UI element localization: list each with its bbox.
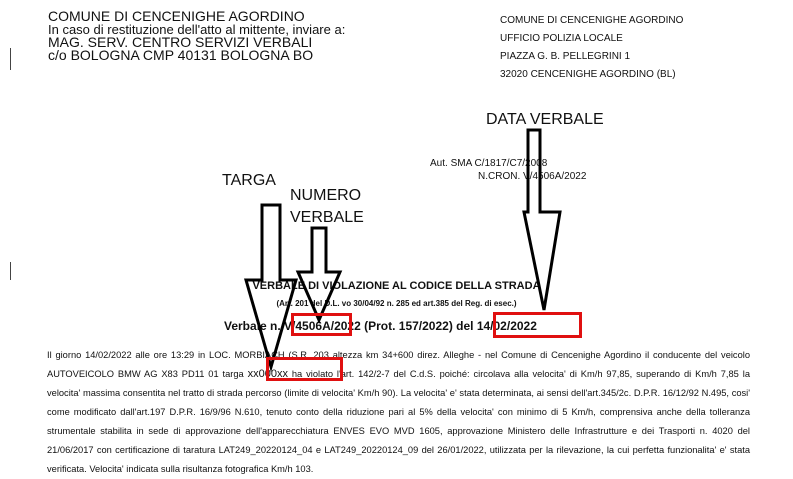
sender-line-1: COMUNE DI CENCENIGHE AGORDINO [48,8,305,24]
body-part-2: ha violato l'art. 142/2-7 del C.d.S. poiché: circolava alla velocita' di Km/h 97,85, superando di Km/h 7,85 la velocita' massima consentita nel tratto di strada percorso (limite di velocita' Km/h 90). La velocita' e' stata determinata, ai sensi dell'art.345/2c. D.P.R. 16/12/92 N.495, cosi' come modificato dall'art.197 D.P.R. 16/9/96 N.610, tenuto conto della riduzione pari al 5% della velocita' con minimo di 5 Km/h, comprensiva anche della tolleranza strumentale stabilita in sede di approvazione dell'apparecchiatura ENVES EVO MVD 1605, approvazione Ministero delle Infrastrutture e dei Trasporti n. 4020 del 21/06/2017 con certificazione di taratura LAT249_20220124_04 e LAT249_20220124_09 del 26/01/2022, utilizzata per la rilevazione, la cui perfetta funzionalita' e' stata verificata. Velocita' indicata sulla risultanza fotografica Km/h 103. [47,369,750,474]
label-numero-verbale: NUMERO VERBALE [290,187,364,226]
label-targa: TARGA [222,172,276,189]
document-title: VERBALE DI VIOLAZIONE AL CODICE DELLA STRADA [252,280,541,292]
verbale-date: 14/02/2022 [476,319,537,333]
highlight-plate [266,357,343,381]
body-part-1: Il giorno 14/02/2022 alle ore 13:29 in LOC. MORBIACH (S.R. 203 altezza km 34+600 direz. Alleghe - nel Comune di Cencenighe Agordino il conducente del veicolo AUTOVEICOLO BMW AG X83 PD11 01 targa [47,350,750,379]
recipient-line-1: COMUNE DI CENCENIGHE AGORDINO [500,15,684,26]
highlight-verbale-number [291,313,352,336]
sender-line-2: In caso di restituzione dell'atto al mittente, inviare a: [48,22,346,37]
label-data-verbale: DATA VERBALE [486,111,604,128]
arrow-numero [298,228,340,320]
highlight-verbale-date [493,312,582,338]
aut-sma: Aut. SMA C/1817/C7/2008 [430,158,548,169]
recipient-line-4: 32020 CENCENIGHE AGORDINO (BL) [500,69,676,80]
verbale-prefix: Verbale n. [224,319,285,333]
verbale-prot: (Prot. 157/2022) del [360,319,477,333]
recipient-line-2: UFFICIO POLIZIA LOCALE [500,33,623,44]
sender-line-3: MAG. SERV. CENTRO SERVIZI VERBALI [48,34,313,50]
sender-line-4: c/o BOLOGNA CMP 40131 BOLOGNA BO [48,47,314,63]
arrow-data [524,130,560,310]
aut-ncron: N.CRON. V/4506A/2022 [478,171,587,182]
document-subtitle: (Art. 201 del D.L. vo 30/04/92 n. 285 ed art.385 del Reg. di esec.) [276,299,517,308]
recipient-line-3: PIAZZA G. B. PELLEGRINI 1 [500,51,631,62]
arrow-targa [246,205,296,367]
verbale-number: V/4506A/2022 [284,319,361,333]
license-plate: xx000xx [247,368,288,380]
